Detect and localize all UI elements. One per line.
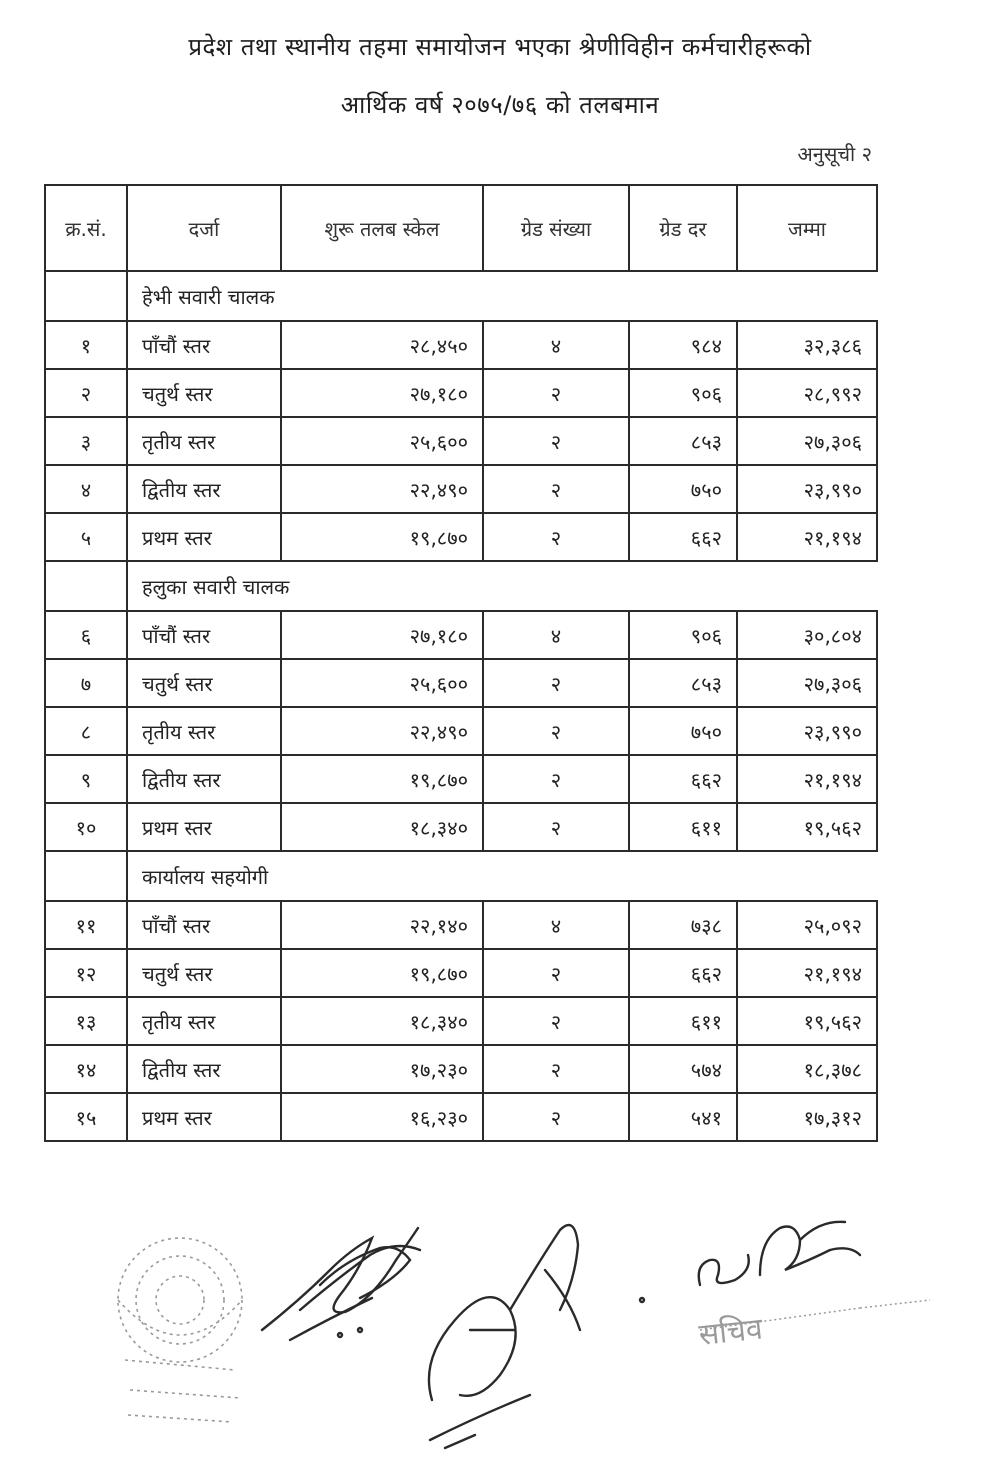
grade-count-cell: ४ — [483, 611, 629, 659]
starting-scale-cell: १८,३४० — [281, 803, 483, 851]
post-level-cell: चतुर्थ स्तर — [127, 949, 281, 997]
grade-count-cell: २ — [483, 755, 629, 803]
group-header-spacer — [45, 271, 127, 321]
starting-scale-cell: १९,८७० — [281, 755, 483, 803]
grade-rate-cell: ८५३ — [629, 659, 737, 707]
table-row — [45, 611, 877, 659]
secretary-stamp-text: सचिव — [697, 1311, 765, 1353]
post-level-cell: तृतीय स्तर — [127, 707, 281, 755]
column-header-post: दर्जा — [127, 185, 281, 271]
grade-count-cell: २ — [483, 513, 629, 561]
starting-scale-cell: २२,१४० — [281, 901, 483, 949]
grade-rate-cell: ६११ — [629, 803, 737, 851]
total-cell: २७,३०६ — [737, 659, 877, 707]
starting-scale-cell: १९,८७० — [281, 949, 483, 997]
total-cell: १९,५६२ — [737, 997, 877, 1045]
serial-number-cell: ११ — [45, 901, 127, 949]
table-row — [45, 1045, 877, 1093]
group-header-row — [45, 851, 877, 901]
table-row — [45, 417, 877, 465]
total-cell: १९,५६२ — [737, 803, 877, 851]
starting-scale-cell: २७,१८० — [281, 369, 483, 417]
post-level-cell: द्वितीय स्तर — [127, 755, 281, 803]
table-row — [45, 997, 877, 1045]
grade-rate-cell: ७५० — [629, 707, 737, 755]
total-cell: २३,९९० — [737, 707, 877, 755]
column-header-grade-count: ग्रेड संख्या — [483, 185, 629, 271]
group-name: कार्यालय सहयोगी — [127, 851, 877, 901]
column-header-grade-rate: ग्रेड दर — [629, 185, 737, 271]
total-cell: २१,१९४ — [737, 513, 877, 561]
total-cell: २१,१९४ — [737, 755, 877, 803]
grade-rate-cell: ७५० — [629, 465, 737, 513]
serial-number-cell: ८ — [45, 707, 127, 755]
schedule-label: अनुसूची २ — [797, 142, 872, 166]
starting-scale-cell: २२,४९० — [281, 707, 483, 755]
grade-count-cell: २ — [483, 369, 629, 417]
serial-number-cell: १० — [45, 803, 127, 851]
grade-count-cell: २ — [483, 803, 629, 851]
serial-number-cell: ७ — [45, 659, 127, 707]
post-level-cell: पाँचौं स्तर — [127, 611, 281, 659]
post-level-cell: चतुर्थ स्तर — [127, 369, 281, 417]
serial-number-cell: १५ — [45, 1093, 127, 1141]
serial-number-cell: ४ — [45, 465, 127, 513]
post-level-cell: तृतीय स्तर — [127, 997, 281, 1045]
starting-scale-cell: १९,८७० — [281, 513, 483, 561]
total-cell: १७,३१२ — [737, 1093, 877, 1141]
document-title-line-1: प्रदेश तथा स्थानीय तहमा समायोजन भएका श्रेणीविहीन कर्मचारीहरूको — [188, 33, 812, 61]
starting-scale-cell: १६,२३० — [281, 1093, 483, 1141]
post-level-cell: प्रथम स्तर — [127, 1093, 281, 1141]
table-header-row — [45, 185, 877, 271]
starting-scale-cell: २५,६०० — [281, 659, 483, 707]
group-header-row — [45, 271, 877, 321]
grade-count-cell: ४ — [483, 901, 629, 949]
post-level-cell: द्वितीय स्तर — [127, 465, 281, 513]
signature-3 — [640, 1222, 860, 1302]
group-header-row — [45, 561, 877, 611]
serial-number-cell: २ — [45, 369, 127, 417]
grade-rate-cell: ९८४ — [629, 321, 737, 369]
table-body — [45, 271, 877, 1141]
grade-count-cell: २ — [483, 659, 629, 707]
grade-count-cell: २ — [483, 1045, 629, 1093]
grade-rate-cell: ५७४ — [629, 1045, 737, 1093]
salary-table — [44, 184, 878, 1142]
group-name: हलुका सवारी चालक — [127, 561, 877, 611]
serial-number-cell: १३ — [45, 997, 127, 1045]
starting-scale-cell: १७,२३० — [281, 1045, 483, 1093]
grade-count-cell: २ — [483, 1093, 629, 1141]
grade-rate-cell: ८५३ — [629, 417, 737, 465]
column-header-starting-scale: शुरू तलब स्केल — [281, 185, 483, 271]
post-level-cell: पाँचौं स्तर — [127, 321, 281, 369]
starting-scale-cell: २८,४५० — [281, 321, 483, 369]
serial-number-cell: १४ — [45, 1045, 127, 1093]
office-seal — [118, 1238, 242, 1422]
group-header-spacer — [45, 851, 127, 901]
signature-2 — [429, 1225, 580, 1448]
group-header-spacer — [45, 561, 127, 611]
grade-rate-cell: ९०६ — [629, 611, 737, 659]
grade-rate-cell: ९०६ — [629, 369, 737, 417]
total-cell: १८,३७८ — [737, 1045, 877, 1093]
grade-count-cell: २ — [483, 465, 629, 513]
total-cell: ३२,३८६ — [737, 321, 877, 369]
starting-scale-cell: १८,३४० — [281, 997, 483, 1045]
table-row — [45, 707, 877, 755]
grade-count-cell: २ — [483, 997, 629, 1045]
grade-count-cell: २ — [483, 949, 629, 997]
post-level-cell: चतुर्थ स्तर — [127, 659, 281, 707]
grade-rate-cell: ७३८ — [629, 901, 737, 949]
post-level-cell: तृतीय स्तर — [127, 417, 281, 465]
table-row — [45, 465, 877, 513]
table-row — [45, 803, 877, 851]
grade-count-cell: २ — [483, 707, 629, 755]
serial-number-cell: १२ — [45, 949, 127, 997]
table-row — [45, 513, 877, 561]
total-cell: २७,३०६ — [737, 417, 877, 465]
document-title-line-2: आर्थिक वर्ष २०७५/७६ को तलबमान — [340, 91, 660, 119]
table-row — [45, 755, 877, 803]
starting-scale-cell: २७,१८० — [281, 611, 483, 659]
serial-number-cell: ५ — [45, 513, 127, 561]
total-cell: ३०,८०४ — [737, 611, 877, 659]
starting-scale-cell: २२,४९० — [281, 465, 483, 513]
post-level-cell: पाँचौं स्तर — [127, 901, 281, 949]
grade-rate-cell: ६६२ — [629, 755, 737, 803]
post-level-cell: प्रथम स्तर — [127, 803, 281, 851]
column-header-total: जम्मा — [737, 185, 877, 271]
grade-rate-cell: ६११ — [629, 997, 737, 1045]
serial-number-cell: १ — [45, 321, 127, 369]
table-row — [45, 949, 877, 997]
grade-count-cell: ४ — [483, 321, 629, 369]
group-name: हेभी सवारी चालक — [127, 271, 877, 321]
table-row — [45, 321, 877, 369]
grade-rate-cell: ६६२ — [629, 513, 737, 561]
table-row — [45, 1093, 877, 1141]
table-row — [45, 659, 877, 707]
column-header-sn: क्र.सं. — [45, 185, 127, 271]
starting-scale-cell: २५,६०० — [281, 417, 483, 465]
serial-number-cell: ६ — [45, 611, 127, 659]
total-cell: २५,०९२ — [737, 901, 877, 949]
signature-1 — [262, 1228, 420, 1340]
table-row — [45, 369, 877, 417]
serial-number-cell: ३ — [45, 417, 127, 465]
grade-count-cell: २ — [483, 417, 629, 465]
total-cell: २८,९९२ — [737, 369, 877, 417]
grade-rate-cell: ५४१ — [629, 1093, 737, 1141]
post-level-cell: द्वितीय स्तर — [127, 1045, 281, 1093]
total-cell: २१,१९४ — [737, 949, 877, 997]
table-row — [45, 901, 877, 949]
grade-rate-cell: ६६२ — [629, 949, 737, 997]
post-level-cell: प्रथम स्तर — [127, 513, 281, 561]
serial-number-cell: ९ — [45, 755, 127, 803]
signatures-svg — [0, 1200, 1000, 1460]
total-cell: २३,९९० — [737, 465, 877, 513]
signature-area — [0, 1200, 1000, 1460]
